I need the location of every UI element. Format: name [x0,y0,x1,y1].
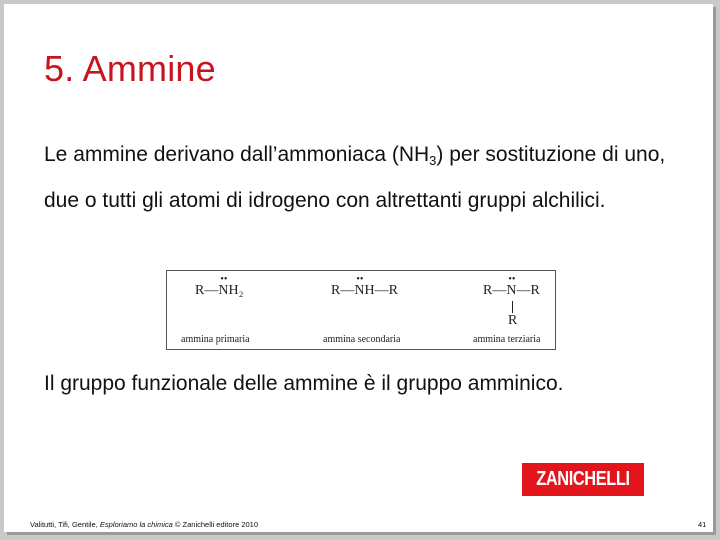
tertiary-amine-formula [483,274,540,299]
secondary-amine-caption: ammina secondaria [323,334,401,345]
tertiary-amine-caption: ammina terziaria [473,334,541,345]
page-number: 41 [698,520,707,529]
tertiary-nitrogen: N [506,283,517,298]
intro-text-end: ) per sostituzione di uno, due o tutti gli atomi di idrogeno con altrettanti gruppi alchilici. [44,143,666,212]
amine-classes-figure [166,270,556,350]
primary-formula-left: R— [195,283,219,298]
logo-text: ZANICHELLI [536,468,630,490]
intro-text-start: Le ammine derivano dall’ammoniaca (NH [44,143,430,166]
zanichelli-logo [522,463,644,496]
tertiary-formula-left: R— [483,283,507,298]
intro-subscript: 3 [429,153,437,168]
secondary-nitrogen: N [354,283,365,298]
primary-nitrogen: N [218,283,229,298]
footer-credits [30,520,258,529]
footer-authors: Valitutti, Tifi, Gentile, [30,520,100,529]
functional-group-text: Il gruppo funzionale delle ammine è il gruppo amminico. [44,372,564,395]
footer-publisher: © Zanichelli editore 2010 [172,520,259,529]
lone-pair-dots: •• [356,274,364,285]
primary-amine-formula [195,274,244,299]
slide-title: 5. Ammine [44,48,216,89]
secondary-formula-right: H—R [364,283,398,298]
vertical-bond [512,301,513,313]
tertiary-formula-right: —R [516,283,540,298]
primary-amine-caption: ammina primaria [181,334,250,345]
lone-pair-dots: •• [220,274,228,285]
secondary-formula-left: R— [331,283,355,298]
lone-pair-dots: •• [508,274,516,285]
slide [4,4,713,532]
footer-book-title: Esploriamo la chimica [99,520,173,529]
tertiary-bottom-r: R [508,313,518,328]
primary-formula-right: H₂ [228,283,244,298]
secondary-amine-formula [331,274,398,299]
intro-paragraph [44,132,684,224]
